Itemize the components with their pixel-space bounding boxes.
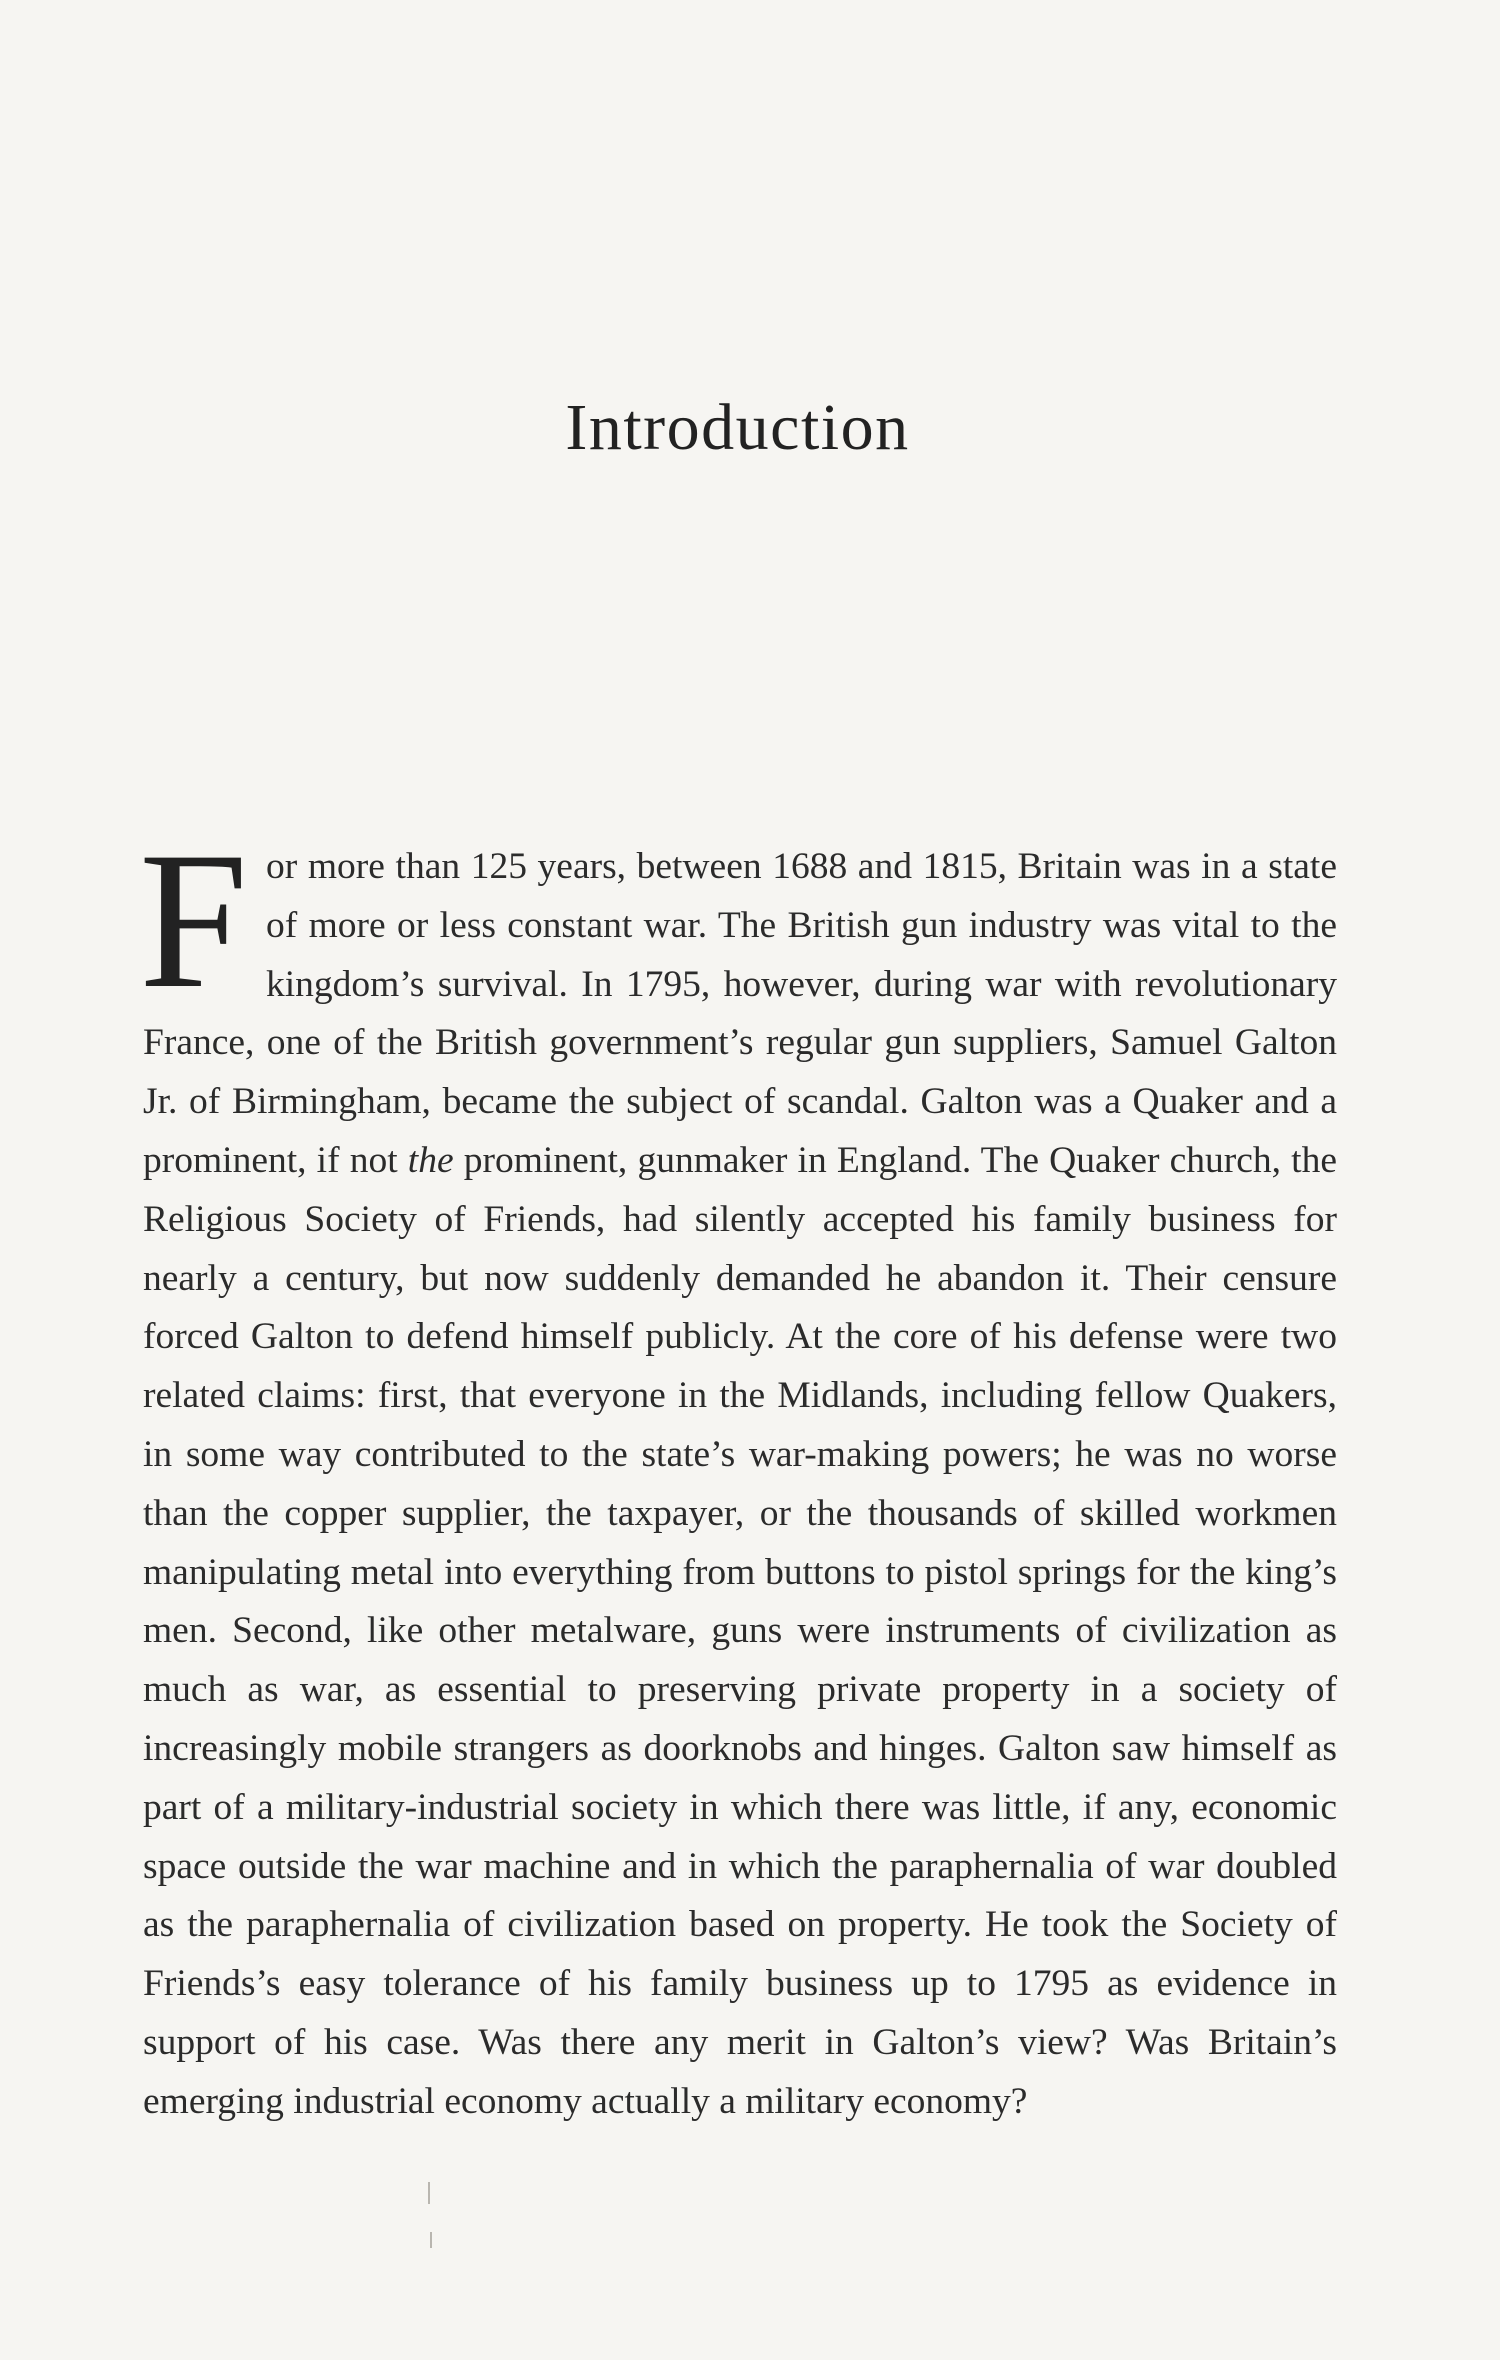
paragraph-text-part-1: or more than 125 years, between 1688 and 1815, Britain was in a state of more or less constant war. The British gun industry was vital to the kingdom’s survival. In 1795, however, during war with revolutionary France, one of the British government’s regular gun suppliers, Samuel Galton Jr. of Birmingham, became the subject of scandal. Galton was a Quaker and a prominent, if not	[143, 846, 1337, 1181]
drop-cap: F	[139, 812, 249, 1029]
scan-artifact-mark	[428, 2182, 430, 2204]
paragraph-text-part-2: prominent, gunmaker in England. The Quaker church, the Religious Society of Friends, had silently accepted his family business for nearly a century, but now suddenly demanded he abandon it. Their censure forced Galton to defend himself publicly. At the core of his defense were two related claims: first, that everyone in the Midlands, including fellow Quakers, in some way contributed to the state’s war-making powers; he was no worse than the copper supplier, the taxpayer, or the thousands of skilled workmen manipulating metal into everything from buttons to pistol springs for the king’s men. Second, like other metalware, guns were instruments of civilization as much as war, as essential to preserving private property in a society of increasingly mobile strangers as doorknobs and hinges. Galton saw himself as part of a military-industrial society in which there was little, if any, economic space outside the war machine and in which the paraphernalia of war doubled as the paraphernalia of civilization based on property. He took the Society of Friends’s easy tolerance of his family business up to 1795 as evidence in support of his case. Was there any merit in Galton’s view? Was Britain’s emerging industrial economy actually a military economy?	[143, 1139, 1337, 2122]
intro-paragraph	[139, 812, 1337, 2132]
chapter-title: Introduction	[565, 391, 910, 464]
emphasized-word: the	[407, 1139, 454, 1181]
scan-artifact-mark	[430, 2232, 432, 2248]
